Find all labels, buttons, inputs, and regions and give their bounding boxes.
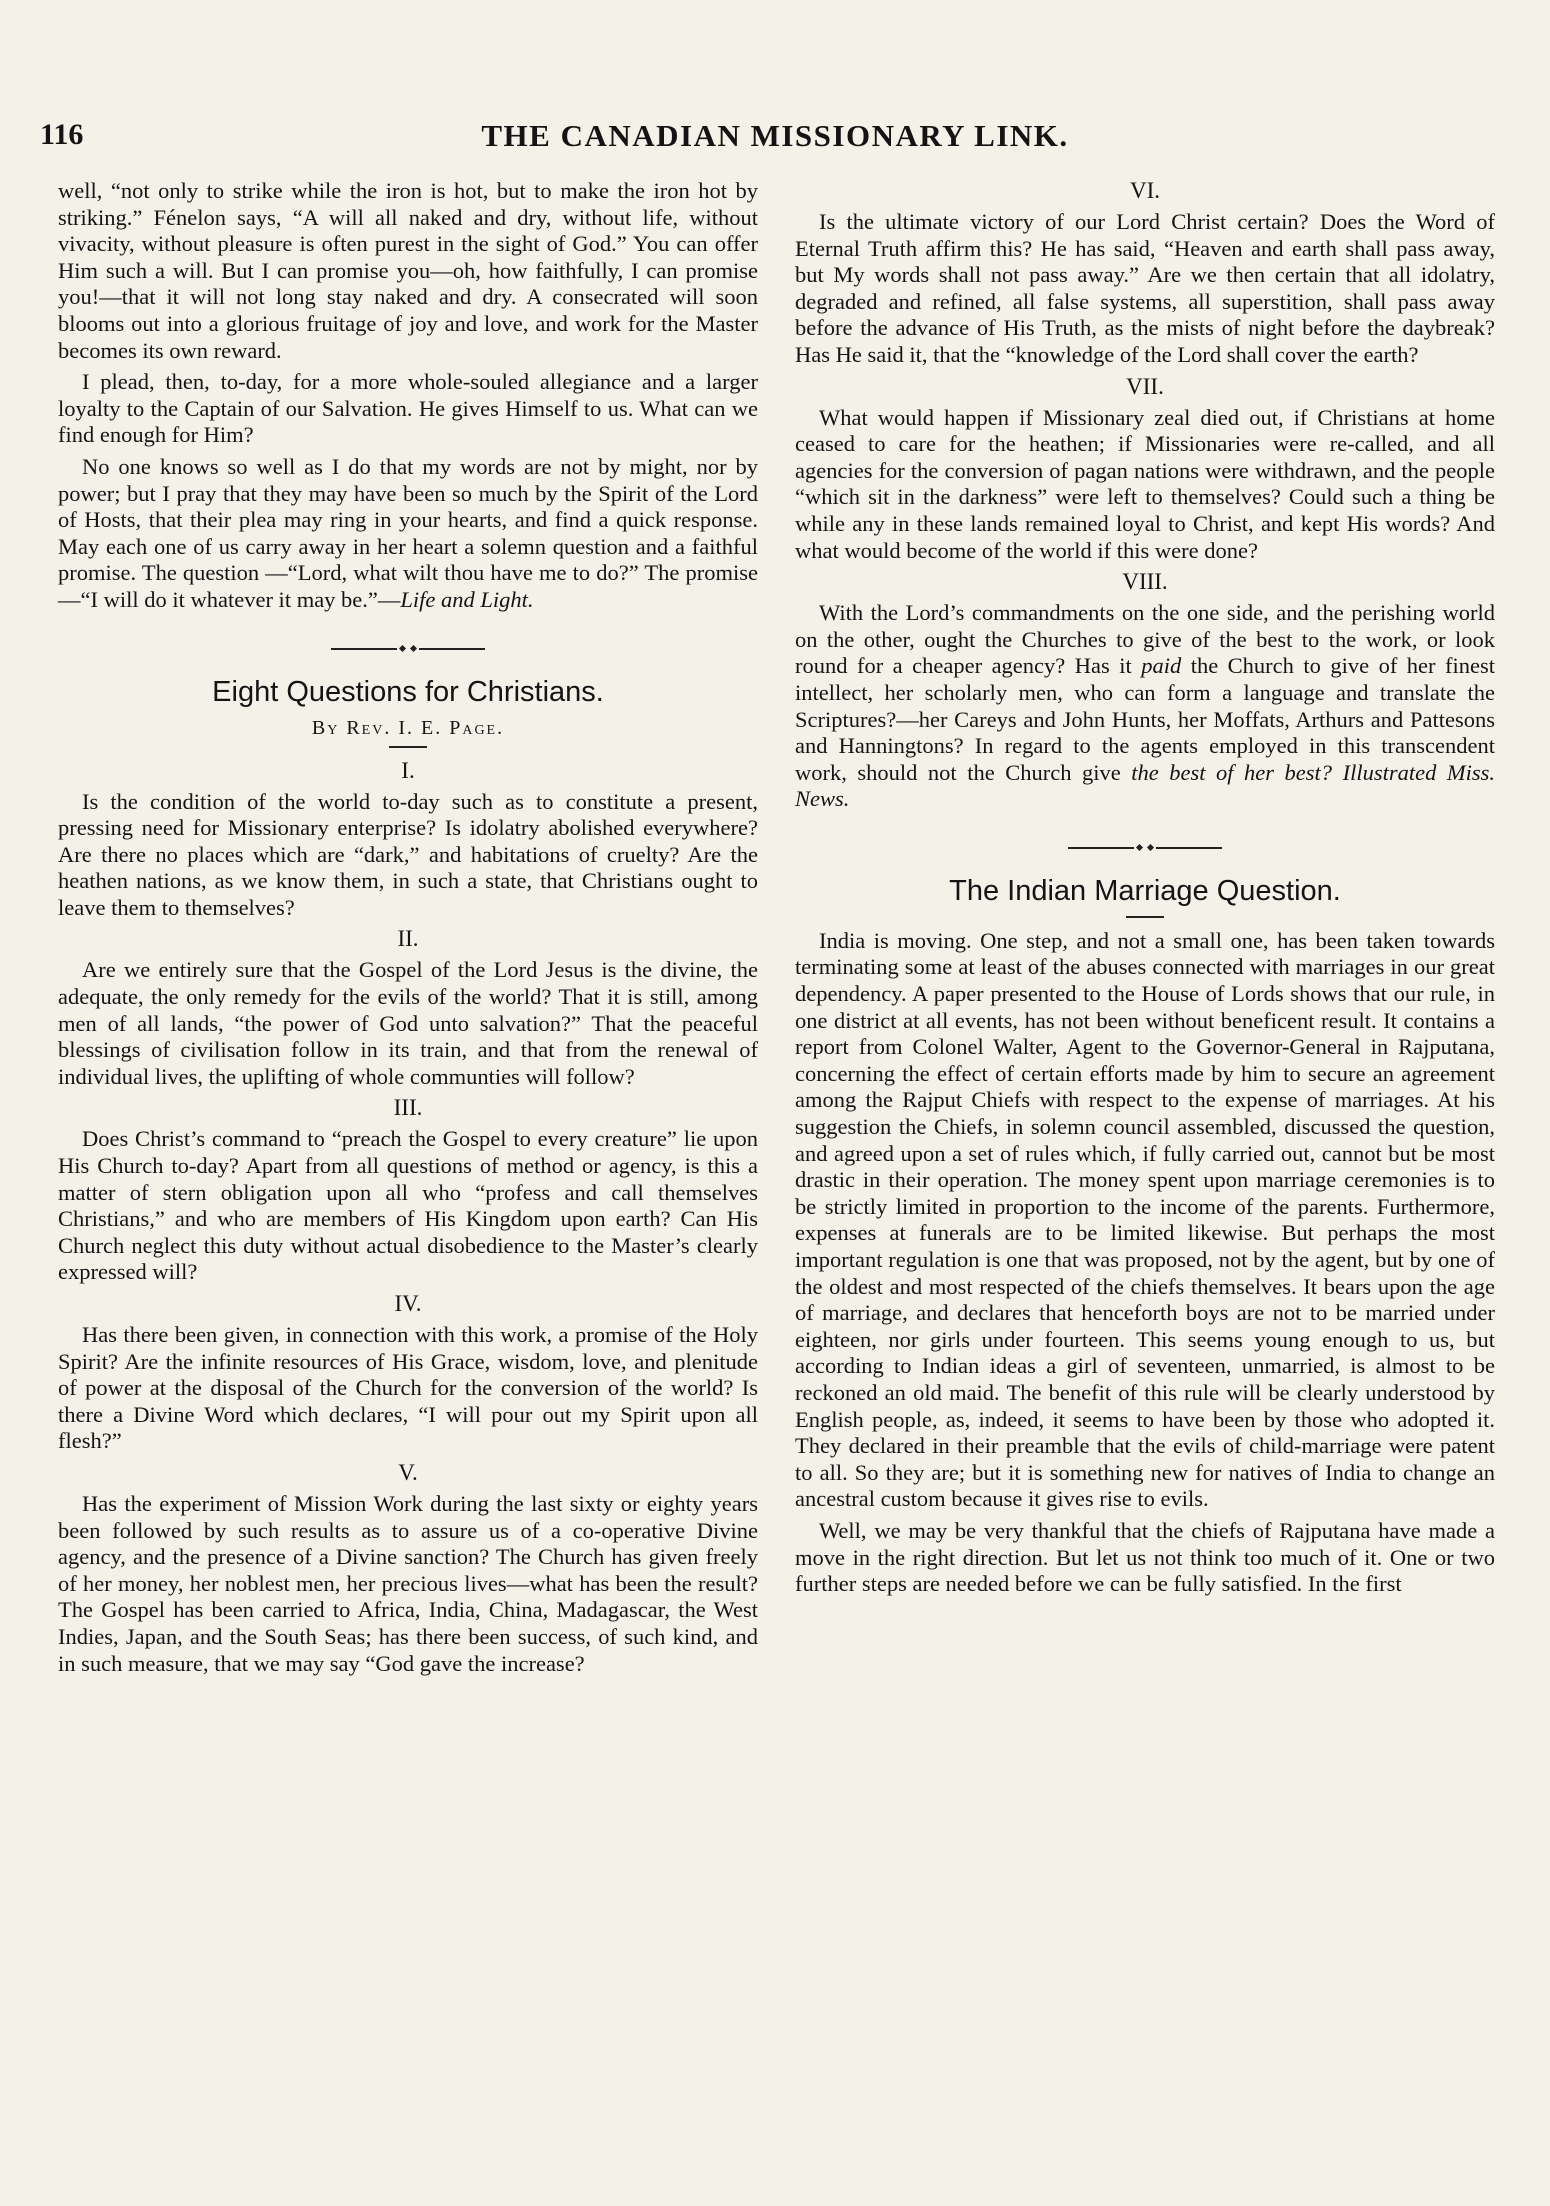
section-numeral: VI. bbox=[1129, 178, 1161, 203]
running-head bbox=[40, 118, 1510, 158]
byline: By Rev. I. E. Page. bbox=[311, 716, 505, 739]
section-numeral: V. bbox=[398, 1459, 418, 1485]
text-run: With the Lord’s commandments on the one side, and the perishing world on the other, ought the Churches to give of the best to the work, or look round for a cheaper agency? Has it bbox=[795, 600, 1495, 679]
source-credit: Illustrated Miss. News. bbox=[795, 759, 1495, 812]
emphasis: paid bbox=[1141, 653, 1182, 679]
section-ornament bbox=[58, 644, 758, 654]
source-credit: Life and Light. bbox=[400, 586, 534, 612]
emphasis: the best of her best? bbox=[1131, 759, 1333, 785]
paragraph bbox=[58, 454, 758, 614]
section-ornament bbox=[795, 843, 1495, 853]
question-paragraph bbox=[795, 600, 1495, 813]
article-title: Eight Questions for Christians. bbox=[212, 675, 604, 708]
article-title: The Indian Marriage Question. bbox=[949, 874, 1341, 907]
title-rule bbox=[1126, 916, 1164, 918]
question-paragraph: Has the experiment of Mission Work during the last sixty or eighty years been followed by such results as to assure us of a co-operative Divine agency, and the presence of a Divine sanction? The Church has given freely of her money, her noblest men, her precious lives—what has been the result? The Gospel has been carried to Africa, India, China, Madagascar, the West Indies, Japan, and the South Seas; has there been success, of such kind, and in such measure, that we may say “God gave the increase? bbox=[58, 1490, 758, 1676]
question-paragraph: Is the condition of the world to-day such as to constitute a present, pressing need for Missionary enterprise? Is idolatry abolished everywhere? Are there no places which are “dark,” and habitations of cruelty? Are the heathen nations, as we know them, in such a state, that Christians ought to leave them to themselves? bbox=[58, 788, 758, 920]
section-numeral: II. bbox=[397, 926, 419, 952]
paragraph: Well, we may be very thankful that the chiefs of Rajputana have made a move in the right direction. But let us not think too much of it. One or two further steps are needed before we can be fully satisfied. In the first bbox=[795, 1517, 1495, 1597]
section-numeral: VIII. bbox=[1122, 569, 1168, 595]
section-numeral: I. bbox=[401, 757, 415, 783]
left-column bbox=[58, 178, 758, 1682]
question-paragraph: Does Christ’s command to “preach the Gospel to every creature” lie upon His Church to-day? Apart from all questions of method or agency, is this a matter of stern obligation upon all who “profess and call themselves Christians,” and who are members of His Kingdom upon earth? Can His Church neglect this duty without actual disobedience to the Master’s clearly expressed will? bbox=[58, 1126, 758, 1285]
section-numeral: VII. bbox=[1126, 373, 1164, 399]
text-run: the Church to give of her finest intellect, her scholarly men, who can form a language and translate the Scriptures?—her Careys and John Hunts, her Moffats, Arthurs and Pattesons and Hanningtons? In regard to the agents employed in this transcendent work, should not the Church give bbox=[795, 653, 1495, 785]
section-numeral: IV. bbox=[394, 1291, 422, 1316]
page-number: 116 bbox=[40, 118, 84, 151]
journal-title: THE CANADIAN MISSIONARY LINK. bbox=[481, 118, 1069, 153]
question-paragraph: What would happen if Missionary zeal died out, if Christians at home ceased to care for the heathen; if Missionaries were re-called, and all agencies for the conversion of pagan nations were withdrawn, and the people “which sit in the darkness” were left to themselves? Could such a thing be while any in these lands remained loyal to Christ, and kept His words? And what would become of the world if this were done? bbox=[795, 404, 1495, 563]
paragraph: India is moving. One step, and not a small one, has been taken towards terminating some at least of the abuses connected with marriages in our great dependency. A paper presented to the House of Lords shows that our rule, in one district at all events, has not been without beneficent result. It contains a report from Colonel Walter, Agent to the Governor-General in Rajputana, concerning the effect of certain efforts made by him to secure an agreement among the Rajput Chiefs with respect to the expense of marriages. At his suggestion the Chiefs, in solemn council assembled, discussed the question, and agreed upon a set of rules which, if fully carried out, cannot but be most drastic in their operation. The money spent upon marriage ceremonies is to be strictly limited in proportion to the income of the parents. Furthermore, expenses at funerals are to be limited likewise. But perhaps the most important regulation is one that was proposed, not by the agent, but by one of the oldest and most respected of the chiefs themselves. It bears upon the age of marriage, and declares that henceforth boys are not to be married under eighteen, nor girls under fourteen. This seems young enough to us, but according to Indian ideas a girl of seventeen, unmarried, is almost to be reckoned an old maid. The benefit of this rule will be clearly understood by English people, as, indeed, it seems to have been by those who adopted it. They declared in their preamble that the evils of child-marriage were patent to all. So they are; but it is something new for natives of India to change an ancestral custom because it gives rise to evils. bbox=[795, 927, 1495, 1512]
question-paragraph: Are we entirely sure that the Gospel of the Lord Jesus is the divine, the adequate, the only remedy for the evils of the world? That it is still, among men of all lands, “the power of God unto salvation?” That the peaceful blessings of civilisation follow in its train, and that from the renewal of individual lives, the uplifting of whole communties will follow? bbox=[58, 957, 758, 1089]
title-rule bbox=[389, 746, 427, 748]
continued-paragraph: well, “not only to strike while the iron is hot, but to make the iron hot by striking.” Fénelon says, “A will all naked and dry, without life, without vivacity, without pleasure is often purest in the sight of God.” You can offer Him such a will. But I can promise you—oh, how faithfully, I can promise you!—that it will not long stay naked and dry. A consecrated will soon blooms out into a glorious fruitage of joy and love, and work for the Master becomes its own reward. bbox=[58, 178, 758, 363]
question-paragraph: Is the ultimate victory of our Lord Christ certain? Does the Word of Eternal Truth affirm this? He has said, “Heaven and earth shall pass away, but My words shall not pass away.” Are we then certain that all idolatry, degraded and refined, all false systems, all superstition, shall pass away before the advance of His Truth, as the mists of night before the daybreak? Has He said it, that the “knowledge of the Lord shall cover the earth? bbox=[795, 209, 1495, 367]
question-paragraph: Has there been given, in connection with this work, a promise of the Holy Spirit? Are the infinite resources of His Grace, wisdom, love, and plenitude of power at the disposal of the Church for the conversion of the world? Is there a Divine Word which declares, “I will pour out my Spirit upon all flesh?” bbox=[58, 1322, 758, 1454]
paragraph-text: No one knows so well as I do that my words are not by might, nor by power; but I pray that they may have been so much by the Spirit of the Lord of Hosts, that their plea may ring in your hearts, and find a quick response. May each one of us carry away in her heart a solemn question and a faithful promise. The question —“Lord, what wilt thou have me to do?” The promise —“I will do it whatever it may be.”— bbox=[58, 453, 758, 612]
section-numeral: III. bbox=[393, 1095, 423, 1121]
paragraph: I plead, then, to-day, for a more whole-souled allegiance and a larger loyalty to the Captain of our Salvation. He gives Himself to us. What can we find enough for Him? bbox=[58, 369, 758, 448]
right-column bbox=[795, 178, 1495, 1603]
